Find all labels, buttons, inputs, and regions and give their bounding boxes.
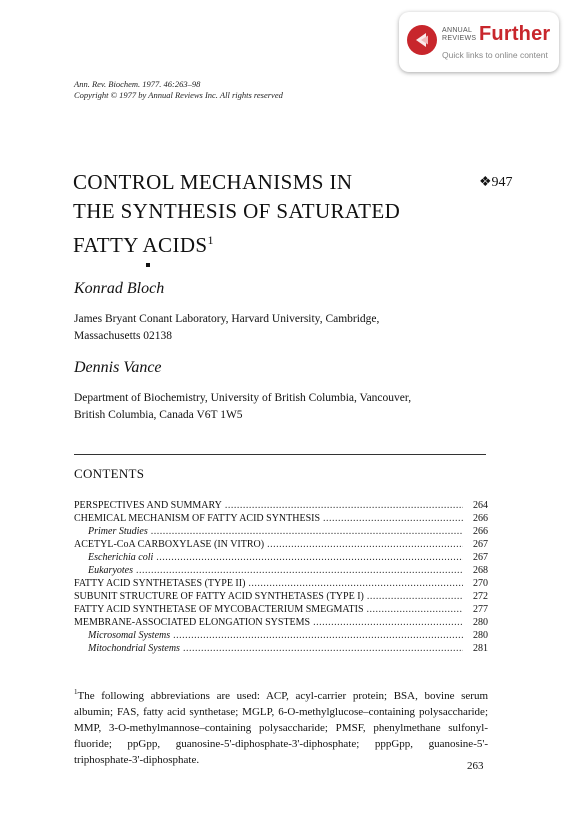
table-of-contents [74,499,488,655]
toc-entry [74,590,488,603]
annual-reviews-further-banner[interactable] [399,12,559,72]
toc-leader-dots [225,499,463,512]
toc-entry [74,564,488,577]
contents-heading: CONTENTS [74,466,145,481]
article-number: ❖947 [479,175,513,190]
affiliation-line-1: James Bryant Conant Laboratory, Harvard University, Cambridge, [74,313,380,325]
toc-entry-label: Mitochondrial Systems [88,643,180,654]
banner-annual: ANNUAL [442,27,473,34]
toc-leader-dots [323,512,463,525]
banner-subtitle: Quick links to online content [442,50,548,60]
toc-entry-page: 266 [473,513,488,524]
toc-leader-dots [156,551,463,564]
toc-entry-label: PERSPECTIVES AND SUMMARY [74,500,222,511]
toc-entry [74,642,488,655]
toc-leader-dots [267,538,463,551]
title-footnote-mark: 1 [207,233,214,247]
toc-entry-page: 266 [473,526,488,537]
toc-entry [74,525,488,538]
toc-entry [74,551,488,564]
toc-entry-label: ACETYL-CoA CARBOXYLASE (IN VITRO) [74,539,265,550]
toc-leader-dots [248,577,463,590]
toc-entry [74,577,488,590]
footnote-text: The following abbreviations are used: ACP, acyl-carrier protein; BSA, bovine serum albumin; FAS, fatty acid synthetase; MGLP, 6-O-methylglucose–containing polysaccharide; MMP, 3-O-methylmannose–containing polysaccharide; PMSF, phenylmethane sulfonyl-fluoride; ppGpp, guanosine-5'-diphosphate-3'-diphosphate; pppGpp, guanosine-5'-triphosphate-3'-diphosphate. [74,690,488,766]
toc-entry-label: Microsomal Systems [88,630,171,641]
toc-entry-label: CHEMICAL MECHANISM OF FATTY ACID SYNTHESIS [74,513,321,524]
author-name: Dennis Vance [74,359,162,376]
affiliation-line-2: Massachusetts 02138 [74,330,173,342]
title-line-3-text: FATTY ACIDS [73,233,208,257]
toc-leader-dots [313,616,463,629]
toc-leader-dots [183,642,463,655]
toc-entry-label: FATTY ACID SYNTHETASES (TYPE II) [74,578,246,589]
toc-entry [74,629,488,642]
affiliation-line-2: British Columbia, Canada V6T 1W5 [74,409,243,421]
toc-entry-page: 280 [473,617,488,628]
toc-entry [74,538,488,551]
annual-reviews-logo-icon [407,25,437,55]
toc-entry-label: FATTY ACID SYNTHETASE OF MYCOBACTERIUM SMEGMATIS [74,604,364,615]
toc-entry [74,512,488,525]
toc-entry [74,603,488,616]
author-affiliation [74,390,411,424]
toc-entry-label: SUBUNIT STRUCTURE OF FATTY ACID SYNTHETASES (TYPE I) [74,591,364,602]
citation-line-2: Copyright © 1977 by Annual Reviews Inc. All rights reserved [74,90,283,100]
footnote-mark: 1 [74,688,78,696]
toc-entry-page: 267 [473,552,488,563]
author-name: Konrad Bloch [74,280,165,297]
toc-entry-page: 277 [473,604,488,615]
toc-leader-dots [367,590,463,603]
article-title [73,168,400,260]
toc-entry [74,616,488,629]
toc-entry [74,499,488,512]
toc-entry-page: 272 [473,591,488,602]
citation [74,79,283,101]
toc-entry-page: 267 [473,539,488,550]
banner-annual-reviews-text [442,27,476,43]
footnote [74,684,488,768]
toc-entry-page: 281 [473,643,488,654]
page-number: 263 [467,760,484,772]
banner-reviews: REVIEWS [442,35,477,42]
affiliation-line-1: Department of Biochemistry, University of British Columbia, Vancouver, [74,392,412,404]
citation-line-1: Ann. Rev. Biochem. 1977. 46:263–98 [74,79,201,89]
toc-leader-dots [173,629,463,642]
title-line-3 [73,226,400,260]
title-line-2: THE SYNTHESIS OF SATURATED [73,199,401,223]
divider [74,454,486,455]
small-mark [146,263,150,267]
toc-entry-page: 268 [473,565,488,576]
title-line-1: CONTROL MECHANISMS IN [73,170,353,194]
toc-entry-label: MEMBRANE-ASSOCIATED ELONGATION SYSTEMS [74,617,311,628]
toc-entry-label: Primer Studies [88,526,148,537]
toc-leader-dots [136,564,463,577]
banner-further: Further [479,23,551,45]
toc-entry-label: Eukaryotes [88,565,133,576]
toc-entry-page: 264 [473,500,488,511]
toc-entry-label: Escherichia coli [88,552,154,563]
toc-entry-page: 280 [473,630,488,641]
toc-leader-dots [367,603,463,616]
toc-entry-page: 270 [473,578,488,589]
toc-leader-dots [151,525,463,538]
author-affiliation [74,311,379,345]
